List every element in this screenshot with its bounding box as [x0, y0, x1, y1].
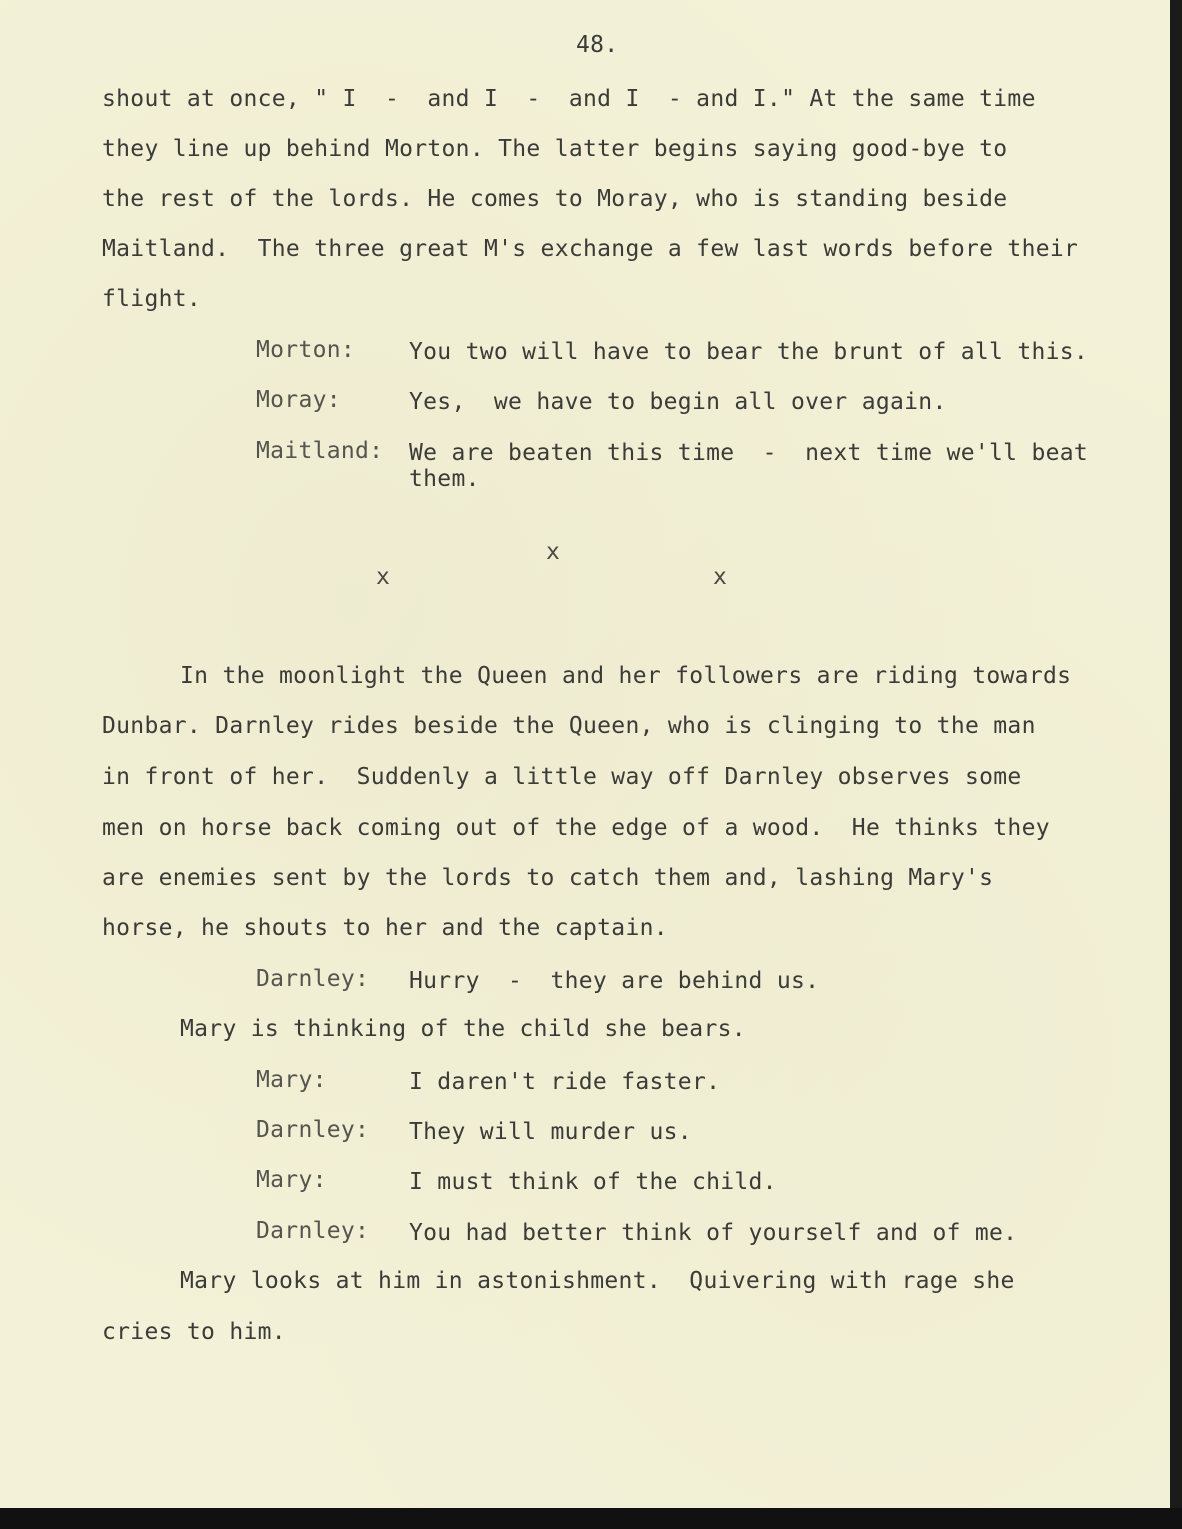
speaker-label: Maitland: — [256, 438, 384, 464]
speech-text: I daren't ride faster. — [409, 1069, 721, 1095]
paragraph-line: are enemies sent by the lords to catch them and, lashing Mary's — [102, 865, 994, 891]
paragraph-line: they line up behind Morton. The latter begins saying good-bye to — [102, 136, 1008, 162]
speaker-label: Darnley: — [256, 966, 370, 992]
scan-edge-bottom — [0, 1508, 1182, 1529]
speech-text: I must think of the child. — [409, 1169, 777, 1195]
speaker-label: Mary: — [256, 1067, 327, 1093]
speaker-label: Moray: — [256, 387, 341, 413]
speech-text: You two will have to bear the brunt of all this. — [409, 339, 1089, 365]
speech-text: Hurry - they are behind us. — [409, 968, 820, 994]
page-number: 48. — [576, 32, 619, 58]
paragraph-line: in front of her. Suddenly a little way off Darnley observes some — [102, 764, 1022, 790]
paragraph-line: flight. — [102, 286, 202, 312]
paragraph-line: shout at once, " I - and I - and I - and I." At the same time — [102, 86, 1036, 112]
paragraph-line: Mary looks at him in astonishment. Quivering with rage she — [180, 1268, 1015, 1294]
section-break-mark: x — [546, 539, 561, 565]
speaker-label: Mary: — [256, 1167, 327, 1193]
paragraph-line: horse, he shouts to her and the captain. — [102, 915, 668, 941]
speech-text: You had better think of yourself and of me. — [409, 1220, 1018, 1246]
paragraph-line: cries to him. — [102, 1319, 286, 1345]
paragraph-line: Maitland. The three great M's exchange a few last words before their — [102, 236, 1079, 262]
paragraph-line: Dunbar. Darnley rides beside the Queen, who is clinging to the man — [102, 713, 1036, 739]
paragraph-line: the rest of the lords. He comes to Moray, who is standing beside — [102, 186, 1008, 212]
paragraph-line: In the moonlight the Queen and her followers are riding towards — [180, 663, 1072, 689]
speaker-label: Darnley: — [256, 1218, 370, 1244]
section-break-mark: x — [713, 564, 728, 590]
speech-text: We are beaten this time - next time we'll beat them. — [409, 440, 1089, 493]
narration-line: Mary is thinking of the child she bears. — [180, 1016, 746, 1042]
scan-edge-right — [1170, 0, 1182, 1529]
speech-text: They will murder us. — [409, 1119, 692, 1145]
speech-text: Yes, we have to begin all over again. — [409, 389, 947, 415]
speaker-label: Morton: — [256, 337, 356, 363]
paragraph-line: men on horse back coming out of the edge of a wood. He thinks they — [102, 815, 1050, 841]
section-break-mark: x — [376, 564, 391, 590]
speaker-label: Darnley: — [256, 1117, 370, 1143]
